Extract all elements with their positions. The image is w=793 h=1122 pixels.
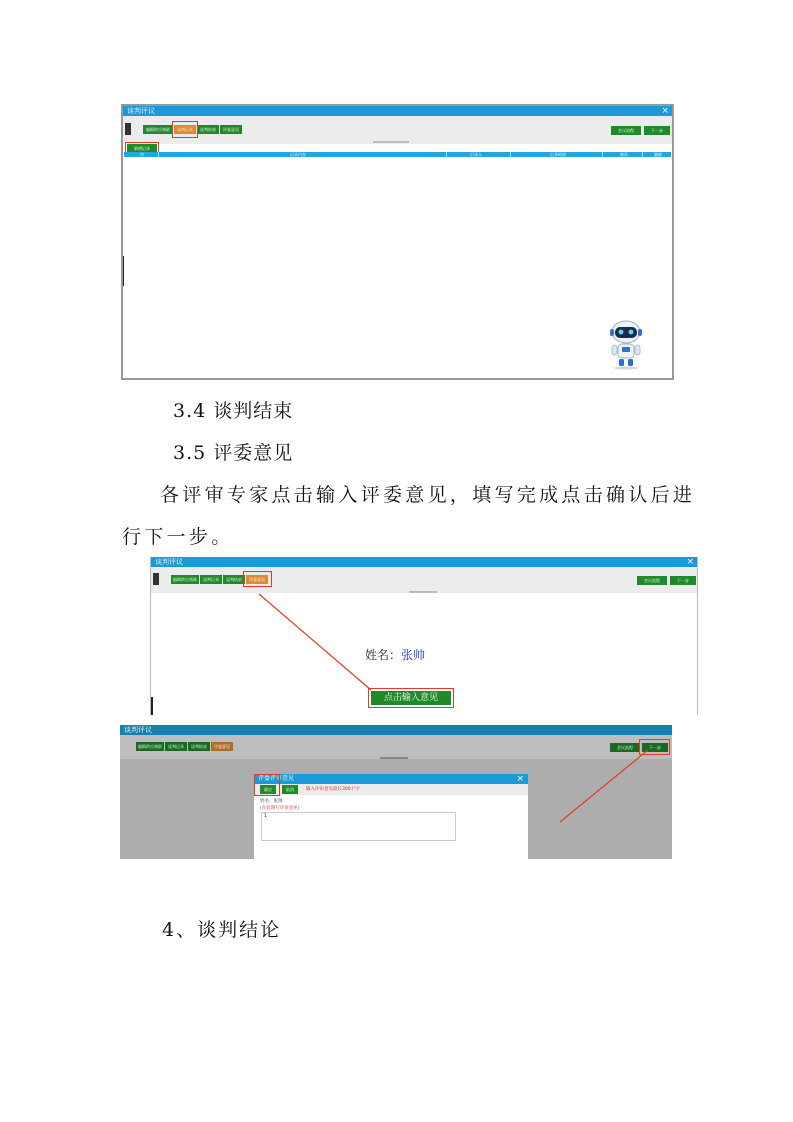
tab-negotiation-end[interactable]: 谈判结束 [188,742,210,751]
tab-negotiation-record[interactable]: 谈判记录 [200,575,222,584]
annotation-arrow [560,750,648,822]
next-step-button[interactable]: 下一步 [644,126,670,135]
close-icon[interactable]: × [661,106,669,116]
name-value: 张帅 [401,648,426,662]
next-step-button[interactable]: 下一步 [670,576,696,585]
col-delete: 删除 [654,152,662,157]
tab-edit-supplier[interactable]: 编辑供应商联 [173,577,197,582]
col-index: 序 [140,152,144,157]
add-record-button[interactable]: 新增记录 [127,144,157,153]
name-label: 姓名： [365,648,402,662]
char-limit-hint: 输入评审意见最长300个字 [306,787,360,792]
opinion-hint: (在此填写评审意见) [260,806,300,811]
tab-negotiation-record[interactable]: 谈判记录 [174,125,196,134]
heading-3-4: 3.4 谈判结束 [173,400,294,422]
tab-negotiation-end[interactable]: 谈判结束 [197,125,219,134]
window-title: 谈判评议 [155,558,183,566]
window-title: 谈判评议 [124,726,152,734]
meeting-flow-button[interactable]: 会议流程 [611,126,641,135]
col-content: 记录内容 [290,152,306,157]
tab-edit-supplier[interactable]: 编辑供应商联 [143,125,173,134]
meeting-flow-button[interactable]: 会议流程 [610,743,640,752]
tab-judge-opinion[interactable]: 评委意见 [246,575,268,584]
paragraph-line-2: 行下一步。 [122,526,234,548]
paragraph-line-1: 各评审专家点击输入评委意见，填写完成点击确认后进 [160,484,696,506]
dialog-title: 评委评审意见 [258,775,295,782]
dialog-name-line: 姓名：张帅 [260,799,283,804]
cancel-button[interactable]: 取消 [282,785,298,794]
tab-negotiation-end[interactable]: 谈判结束 [223,575,245,584]
tab-negotiation-record[interactable]: 谈判记录 [165,742,187,751]
col-edit: 修改 [620,152,628,157]
window-title: 谈判评议 [127,107,155,115]
meeting-flow-button[interactable]: 会议流程 [637,576,667,585]
close-icon[interactable]: × [686,557,694,567]
next-step-button[interactable]: 下一步 [642,743,668,752]
confirm-button[interactable]: 确定 [260,785,276,794]
input-opinion-button[interactable]: 点击输入意见 [371,691,451,705]
heading-4: 4、谈判结论 [162,919,282,941]
tab-judge-opinion[interactable]: 评委意见 [211,742,233,751]
col-recorder: 记录人 [470,152,482,157]
close-icon[interactable]: × [516,774,524,784]
col-time: 记录时间 [550,152,566,157]
tab-judge-opinion[interactable]: 评委意见 [220,125,242,134]
tab-edit-supplier[interactable]: 编辑供应商联 [138,744,162,749]
annotation-arrow [259,594,371,690]
heading-3-5: 3.5 评委意见 [173,442,294,464]
opinion-text: 1 [264,814,267,819]
